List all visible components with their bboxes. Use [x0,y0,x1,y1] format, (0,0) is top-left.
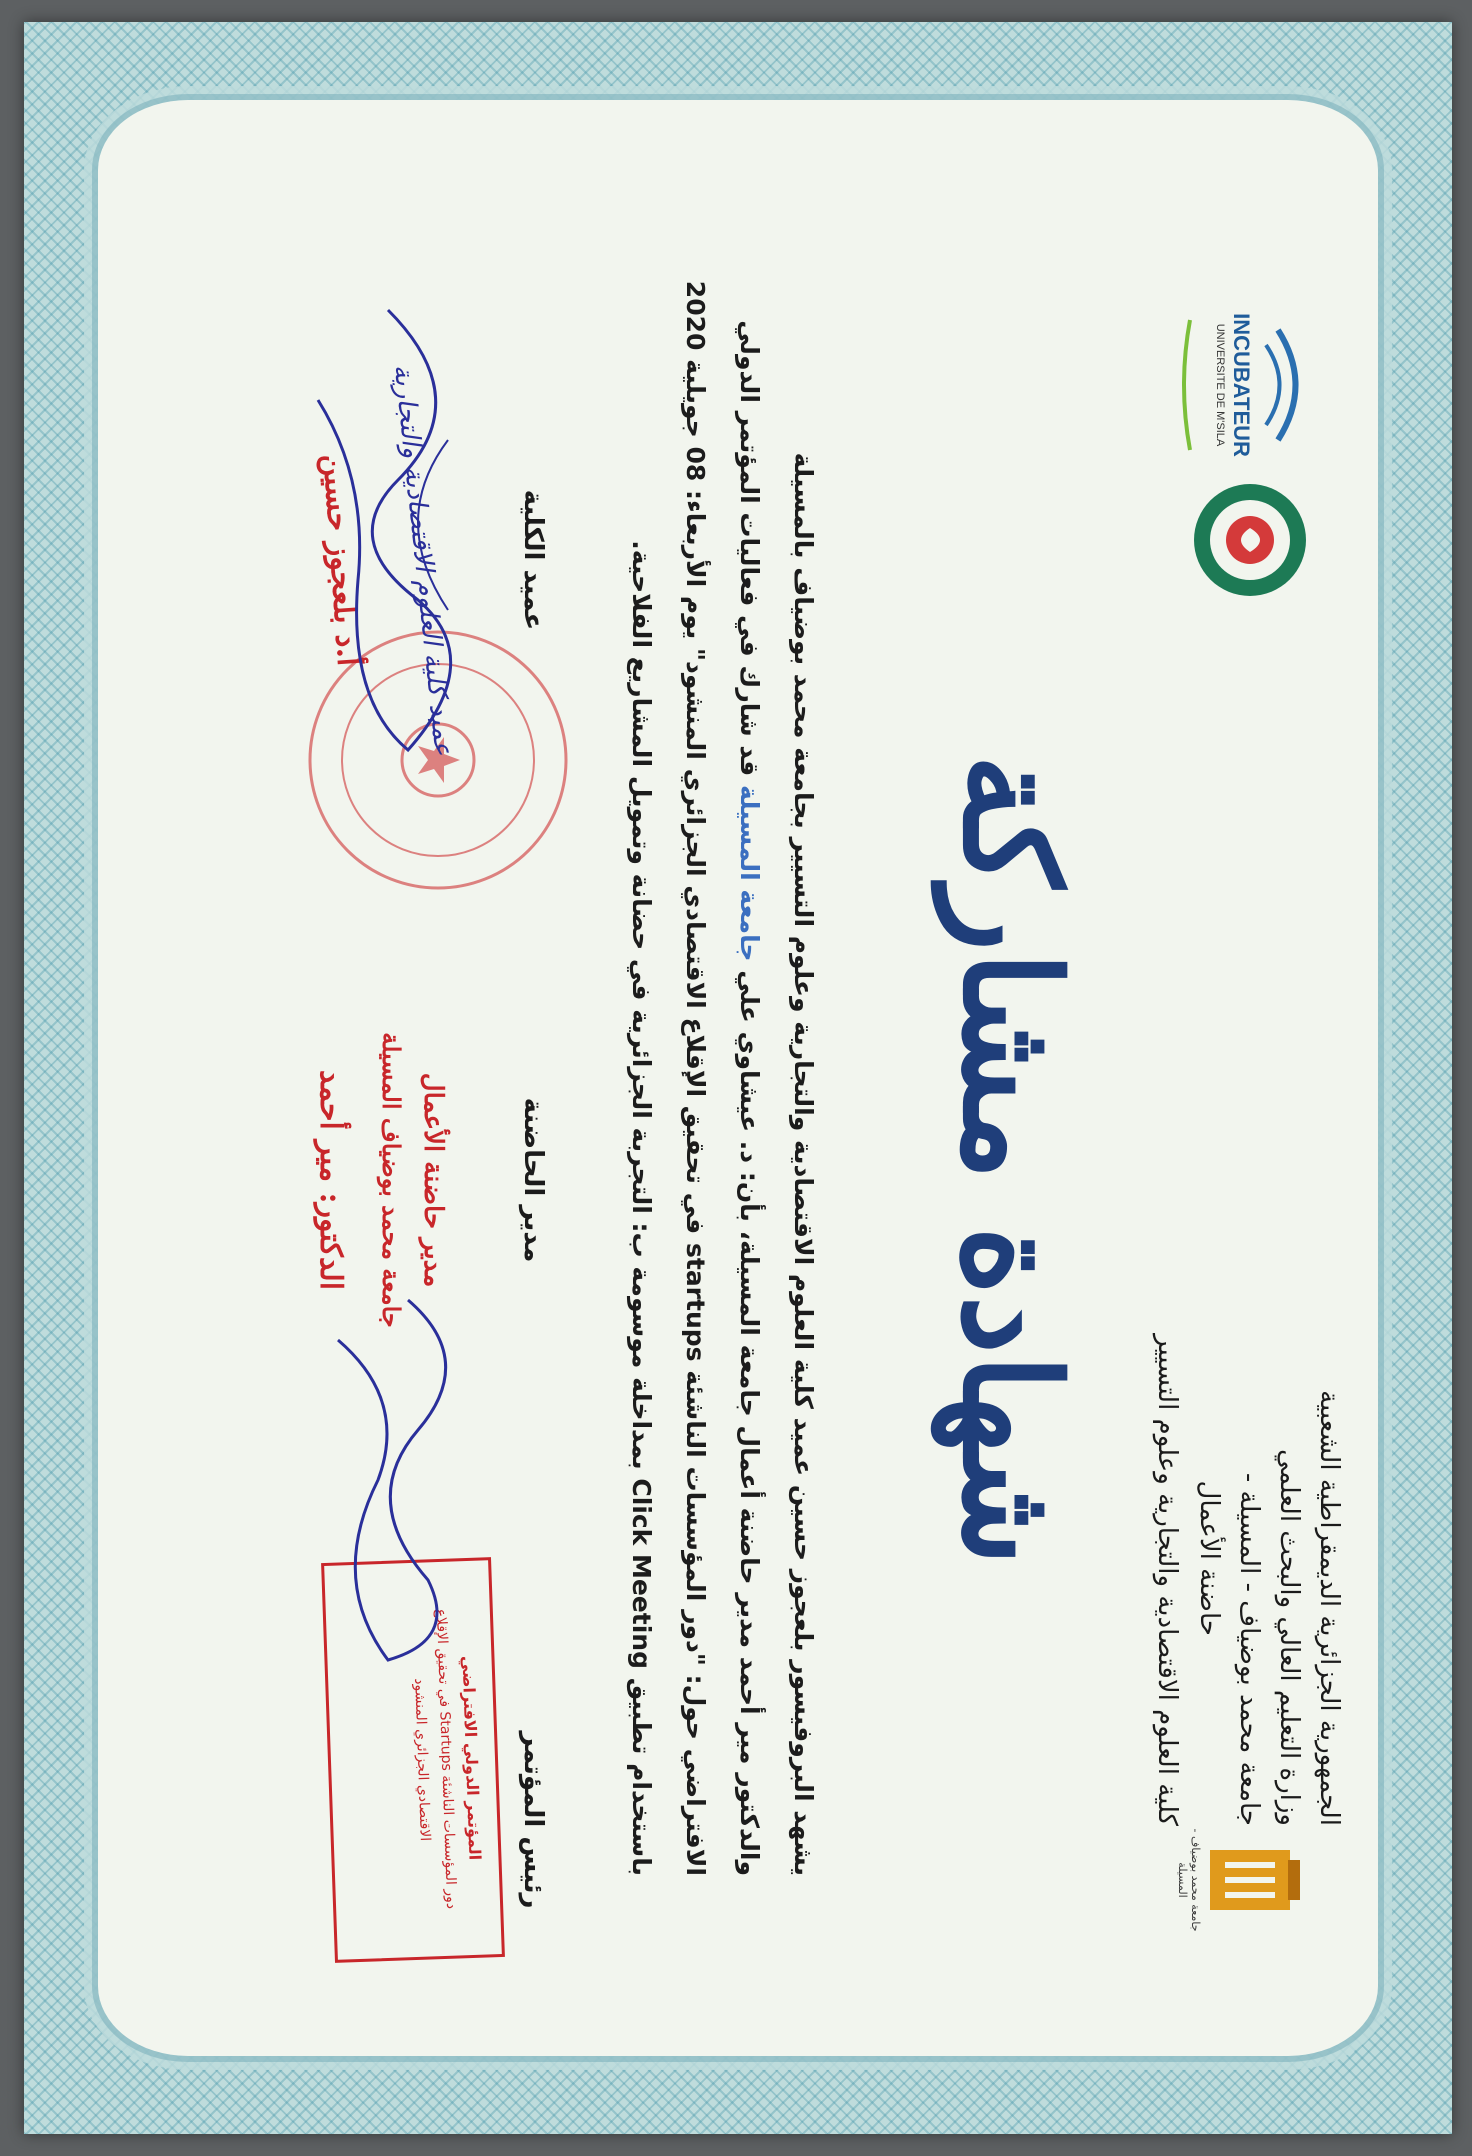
incubator-director-stamp-line-1: مدير حاضنة الأعمال [418,1072,448,1288]
participant-institution: جامعة المسيلة [735,784,764,962]
header-ministry: وزارة التعليم العالي والبحث العلمي [1274,1449,1304,1826]
conference-stamp-line-3: الاقتصادي الجزائري المنشود [411,1677,433,1842]
header-faculty: كلية العلوم الاقتصادية والتجارية وعلوم التسيير [1152,1334,1182,1826]
conference-chair-title: رئيس المؤتمر [518,1731,548,1909]
body-line-2-part-c: قد شارك في فعاليات المؤتمر الدولي [735,320,764,777]
header-incubator: حاضنة الأعمال [1194,1480,1224,1636]
incubator-director-title: مدير الحاضنة [518,1097,548,1263]
body-line-2-part-a: والدكتور مير أحمد مدير حاضنة أعمال جامعة المسيلة، بأن: د. عيشاوي علي [735,970,764,1876]
dean-title: عميد الكلية [518,489,548,631]
certificate-landscape [24,22,1452,2134]
header-country: الجمهورية الجزائرية الديمقراطية الشعبية [1314,1390,1344,1826]
certificate-sheet [24,22,1452,2134]
certificate-panel [98,100,1378,2056]
dean-signature [288,280,508,800]
incubator-director-name: الدكتور: مير أحمد [313,1069,348,1291]
incubator-logo-text: INCUBATEUR [1229,313,1254,457]
university-building-icon [1200,1810,1320,1950]
header-university: جامعة محمد بوضياف - المسيلة - [1234,1472,1264,1826]
incubator-logo [1178,310,1308,460]
body-line-2 [735,116,764,1876]
incubator-director-stamp-line-2: جامعة محمد بوضياف المسيلة [377,1032,406,1328]
seal-icon [1190,480,1310,600]
dean-stamp-line-1: عميد كلية العلوم الاقتصادية والتجارية [387,362,459,758]
conference-stamp-line-2: دور المؤسسات الناشئة Startups في تحقيق الإقلاع [432,1608,460,1910]
conference-stamp-line-1: المؤتمر الدولي الافتراضي [458,1655,485,1861]
body-line-1: يشهد البروفيسور بلعجوز حسين عميد كلية العلوم الاقتصادية والتجارية وعلوم التسيير بجامعة محمد بوضياف بالمسيلة [789,452,818,1876]
university-logo [1170,1810,1320,1950]
body-line-3: الافتراضي حول: "دور المؤسسات الناشئة startups في تحقيق الإقلاع الاقتصادي الجزائري المنشود" يوم الأربعاء: 08 جويلية 2020 [681,280,710,1876]
faculty-seal-logo [1190,480,1310,600]
certificate-title: شهادة مشاركة [933,754,1088,1566]
dean-name: أ.د بلعجوز حسين [315,452,366,668]
body-line-4: باستخدام تطبيق Click Meeting بمداخلة موسومة ب: التجربة الجزائرية في حضانة وتمويل المشاريع الفلاحية. [627,540,656,1876]
incubator-logo-subtext: UNIVERSITE DE M'SILA [1214,323,1226,447]
university-logo-caption: جامعة محمد بوضياف - المسيلة [1176,1828,1202,1932]
